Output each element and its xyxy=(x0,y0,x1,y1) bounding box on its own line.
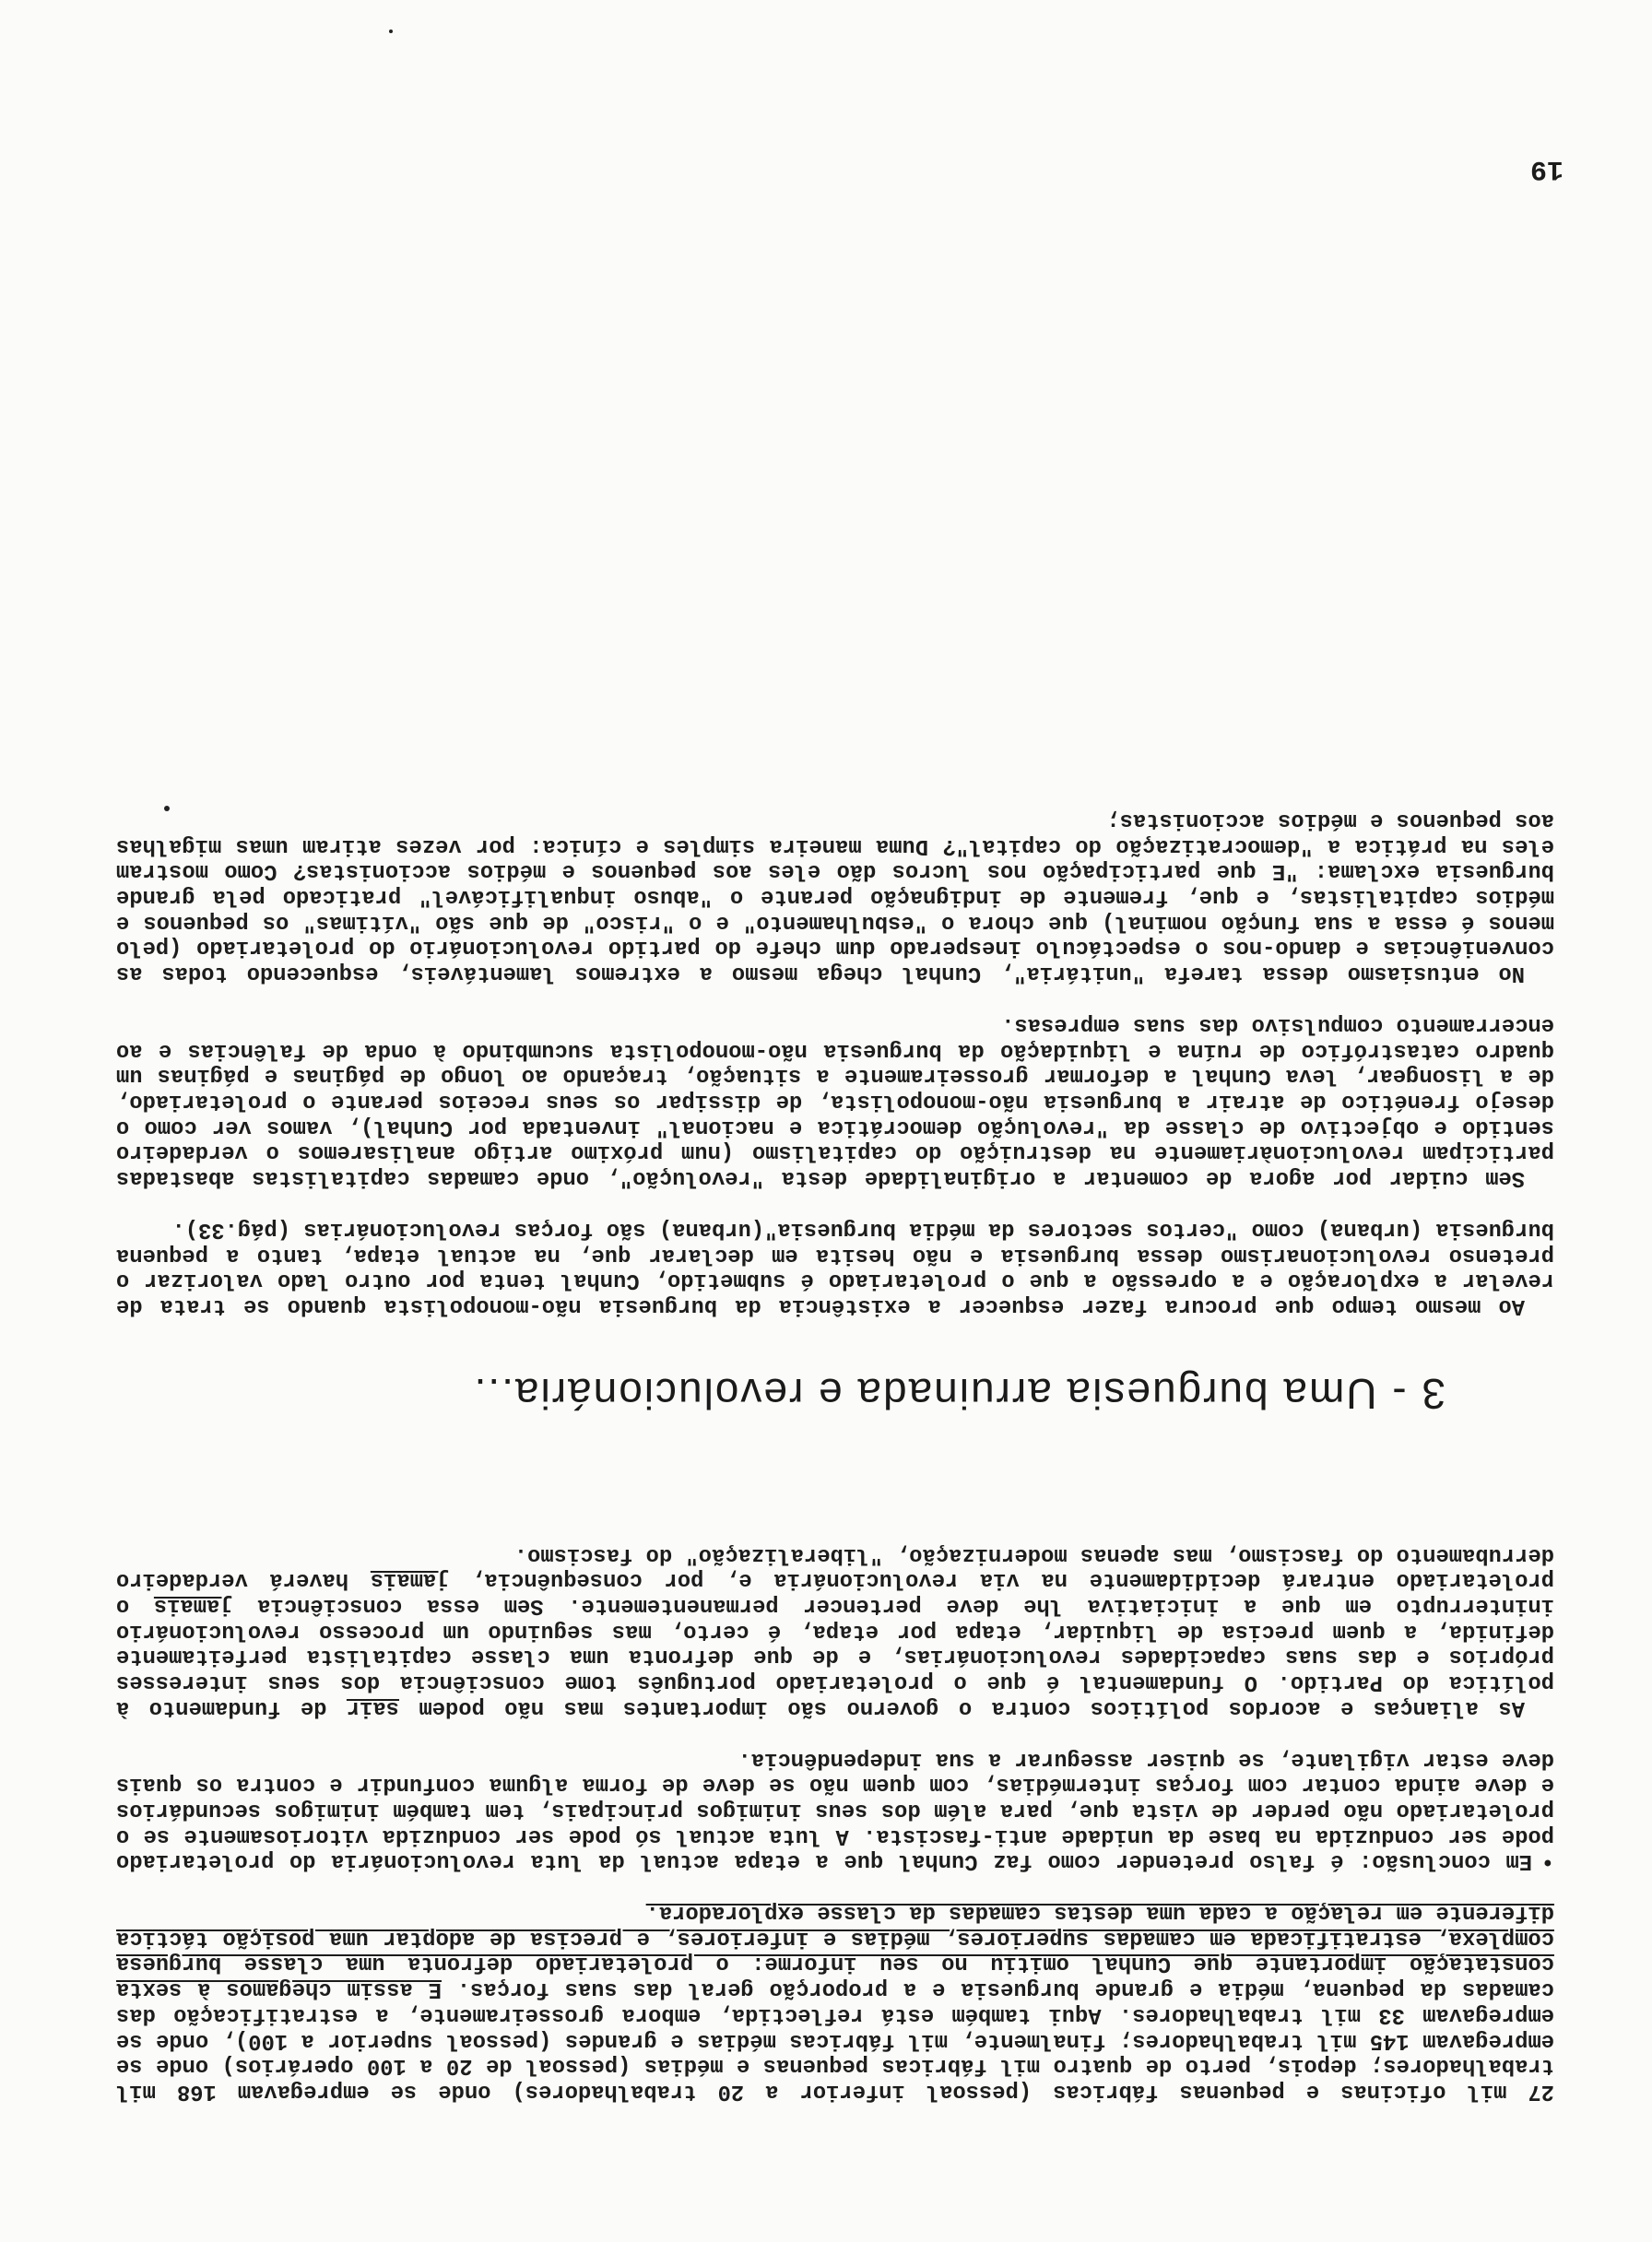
alliances-text-start: As alianças e acordos políticos contra o governo são importantes mas não podem xyxy=(399,1694,1525,1720)
underlined-word-sair: sair xyxy=(346,1694,400,1720)
paragraph-unitary-enthusiasm: No entusiasmo dessa tarefa "unitária", Cunhal chega mesmo a extremos lamentáveis, esquecendo todas as conveniências e dando-nos o espectáculo inesperado dum chefe do partido revolucionário do proletariado (pelo menos é essa a sua função nominal) que chora o "esbulhamento" e o "risco" de que são "vítimas" os pequenos e médios capitalistas, e que, fremente de indignação perante o "abuso inqualificável" praticado pela grande burguesia exclama: "E que participação nos lucros dão eles aos pequenos e médios accionistas? Como mostram eles na prática a "democratização do capital"? Duma maneira simples e cínica: por vezes atiram umas migalhas aos pequenos e médios accionistas; xyxy=(116,807,1554,986)
document-body xyxy=(116,807,1554,2104)
margin-dot-icon: • xyxy=(1540,1848,1554,1874)
sixth-observation-text: E assim chegamos à sexta constatação importante que Cunhal omitiu no seu informe: o proletariado defronta uma classe burguesa complexa, estratificada em camadas superiores, médias e inferiores, e precisa de adoptar uma posição táctica diferente em relação a cada uma destas camadas da classe exploradora. xyxy=(115,1900,1554,2002)
ink-speck xyxy=(389,30,393,33)
underlined-word-jamais-2: jamais xyxy=(370,1567,450,1593)
alliances-text-end: haverá verdadeiro derrubamento do fascismo, mas apenas modernização, "liberalização" do fascismo. xyxy=(116,1541,1554,1593)
underlined-word-jamais-1: jamais xyxy=(153,1593,233,1619)
statistics-text: 27 mil oficinas e pequenas fábricas (pessoal inferior a 20 trabalhadores) onde se empregavam 168 mil trabalhadores; depois, perto de quatro mil fábricas pequenas e médias (pessoal de 20 a 100 operários) onde se empregavam 145 mil trabalhadores; finalmente, mil fábricas médias e grandes (pessoal superior a 100), onde se empregavam 33 mil trabalhadores. Aqui também está reflectida, embora grosseiramente, a estratificação das camadas da pequena, média e grande burguesia e a proporção geral das suas forças. xyxy=(116,1976,1554,2104)
paragraph-non-monopolist-bourgeoisie: Ao mesmo tempo que procura fazer esquecer a existência da burguesia não-monopolista quando se trata de revelar a exploração e a opressão a que o proletariado é submetido, Cunhal tenta por outro lado valorizar o pretenso revolucionarismo dessa burguesia e não hesita em declarar que, na actual etapa, tanto a pequena burguesia (urbana) como "certos sectores da média burguesia"(urbana) são forças revolucionárias (pág.33). xyxy=(116,1216,1554,1318)
ink-speck xyxy=(164,806,170,811)
conclusion-text: Em conclusão: é falso pretender como faz Cunhal que a etapa actual da luta revolucionária do proletariado pode ser conduzida na base da unidade anti-fascista. A luta actual só pode ser conduzida vitoriosamente se o proletariado não perder de vista que, para além dos seus inimigos principais, tem também inimigos secundários e deve ainda contar com forças intermédias, com quem não se deve de forma alguma confundir e contra os quais deve estar vigilante, se quiser assegurar a sua independência. xyxy=(116,1746,1554,1874)
paragraph-revolution-comment: Sem cuidar por agora de comentar a originalidade desta "revolução", onde camadas capitalistas abastadas participam revolucionàriamente na destruição do capitalismo (num próximo artigo analisaremos o verdadeiro sentido e objectivo de classe da "revolução democrática e nacional" inventada por Cunhal), vamos ver como o desejo frenético de atrair a burguesia não-monopolista, de dissipar os seus receios perante o proletariado, de a lisongear, leva Cunhal a deformar grosseiramente a situação, traçando ao longo de páginas e páginas um quadro catastrófico de ruína e liquidação da burguesia não-monopolista sucumbindo à onda de falências e ao encerramento compulsivo das suas empresas. xyxy=(116,1011,1554,1191)
paragraph-conclusion xyxy=(116,1746,1554,1874)
paragraph-industry-statistics xyxy=(116,1899,1554,2104)
section-heading: 3 - Uma burguesia arruinada e revolucionária... xyxy=(472,1369,1446,1418)
alliances-text-middle-2: o proletariado entrará decididamente na via revolucionária e, por consequência, xyxy=(115,1567,1554,1619)
page-number: 19 xyxy=(1530,153,1564,184)
paragraph-alliances xyxy=(116,1541,1554,1720)
alliances-text-middle: de fundamento à política do Partido. O fundamental é que o proletariado português tome consciência dos seus interesses próprios e das suas capacidades revolucionárias, e de que defronta uma classe capitalista perfeitamente definida, a quem precisa de liquidar, etapa por etapa, é certo, mas seguindo um processo revolucionário ininterrupto em que a iniciativa lhe deve pertencer permanentemente. Sem essa consciência xyxy=(116,1593,1554,1720)
